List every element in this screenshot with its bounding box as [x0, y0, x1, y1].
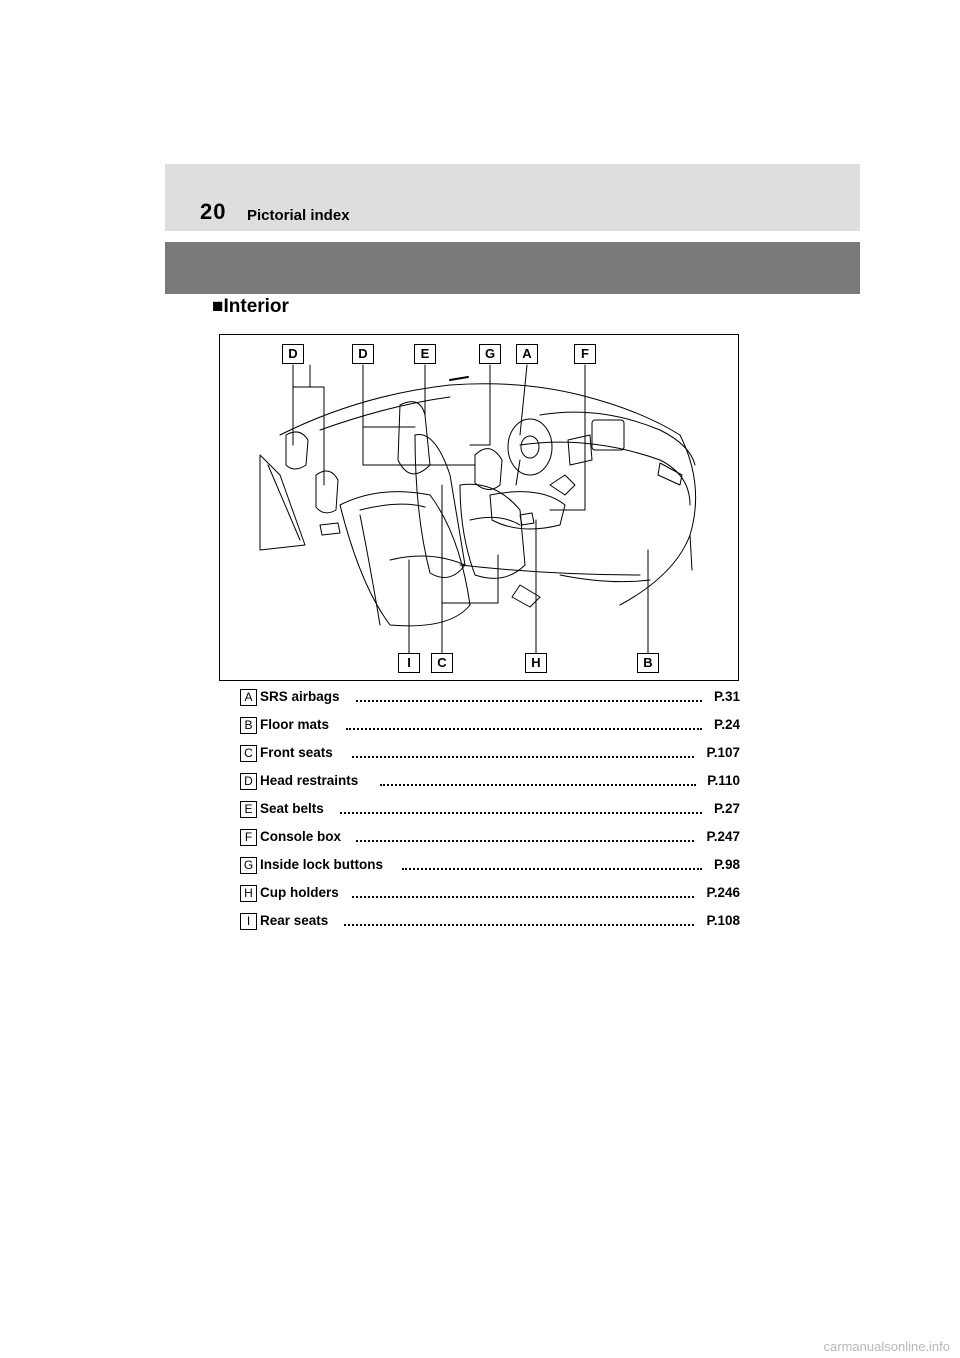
leader-dots — [346, 728, 702, 730]
legend-label: Floor mats — [260, 717, 330, 732]
leader-dots — [402, 868, 702, 870]
legend-label: Head restraints — [260, 773, 359, 788]
callout-top-6: F — [574, 344, 596, 364]
page-reference[interactable]: P.27 — [713, 801, 740, 816]
leader-dots — [352, 896, 694, 898]
legend-key: H — [240, 885, 257, 902]
callout-bottom-4: B — [637, 653, 659, 673]
interior-illustration — [219, 334, 739, 681]
legend-key: B — [240, 717, 257, 734]
page-reference[interactable]: P.31 — [713, 689, 740, 704]
legend-row — [240, 854, 740, 876]
legend-label: Seat belts — [260, 801, 324, 816]
legend-label: SRS airbags — [260, 689, 340, 704]
page-reference[interactable]: P.24 — [713, 717, 740, 732]
legend-label: Rear seats — [260, 913, 329, 928]
legend-row — [240, 742, 740, 764]
callout-bottom-1: I — [398, 653, 420, 673]
page-reference[interactable]: P.110 — [707, 773, 740, 788]
site-watermark: carmanualsonline.info — [823, 1339, 950, 1354]
page-reference[interactable]: P.246 — [706, 885, 740, 900]
car-interior-drawing — [220, 335, 740, 682]
legend-row — [240, 770, 740, 792]
page-reference[interactable]: P.98 — [713, 857, 740, 872]
legend-row — [240, 798, 740, 820]
legend-row — [240, 882, 740, 904]
callout-bottom-2: C — [431, 653, 453, 673]
page-reference[interactable]: P.107 — [706, 745, 740, 760]
page-reference[interactable]: P.247 — [706, 829, 740, 844]
leader-dots — [340, 812, 702, 814]
page-number: 20 — [200, 199, 227, 224]
leader-dots — [380, 784, 696, 786]
legend-key: I — [240, 913, 257, 930]
callout-top-5: A — [516, 344, 538, 364]
leader-dots — [356, 840, 694, 842]
legend-key: E — [240, 801, 257, 818]
legend-row — [240, 826, 740, 848]
leader-dots — [356, 700, 702, 702]
legend-row — [240, 714, 740, 736]
callout-top-1: D — [282, 344, 304, 364]
legend-key: G — [240, 857, 257, 874]
legend-label: Cup holders — [260, 885, 339, 900]
callout-top-3: E — [414, 344, 436, 364]
callout-top-2: D — [352, 344, 374, 364]
page-reference[interactable]: P.108 — [706, 913, 740, 928]
leader-dots — [352, 756, 694, 758]
legend-key: A — [240, 689, 257, 706]
legend-row — [240, 910, 740, 932]
running-title: Pictorial index — [247, 207, 350, 224]
legend-label: Console box — [260, 829, 342, 844]
legend-key: D — [240, 773, 257, 790]
legend-key: C — [240, 745, 257, 762]
section-heading: ■Interior — [212, 296, 289, 317]
section-band — [165, 242, 860, 294]
callout-bottom-3: H — [525, 653, 547, 673]
legend-label: Front seats — [260, 745, 333, 760]
legend-label: Inside lock buttons — [260, 857, 384, 872]
legend-key: F — [240, 829, 257, 846]
callout-top-4: G — [479, 344, 501, 364]
leader-dots — [344, 924, 694, 926]
legend-row — [240, 686, 740, 708]
